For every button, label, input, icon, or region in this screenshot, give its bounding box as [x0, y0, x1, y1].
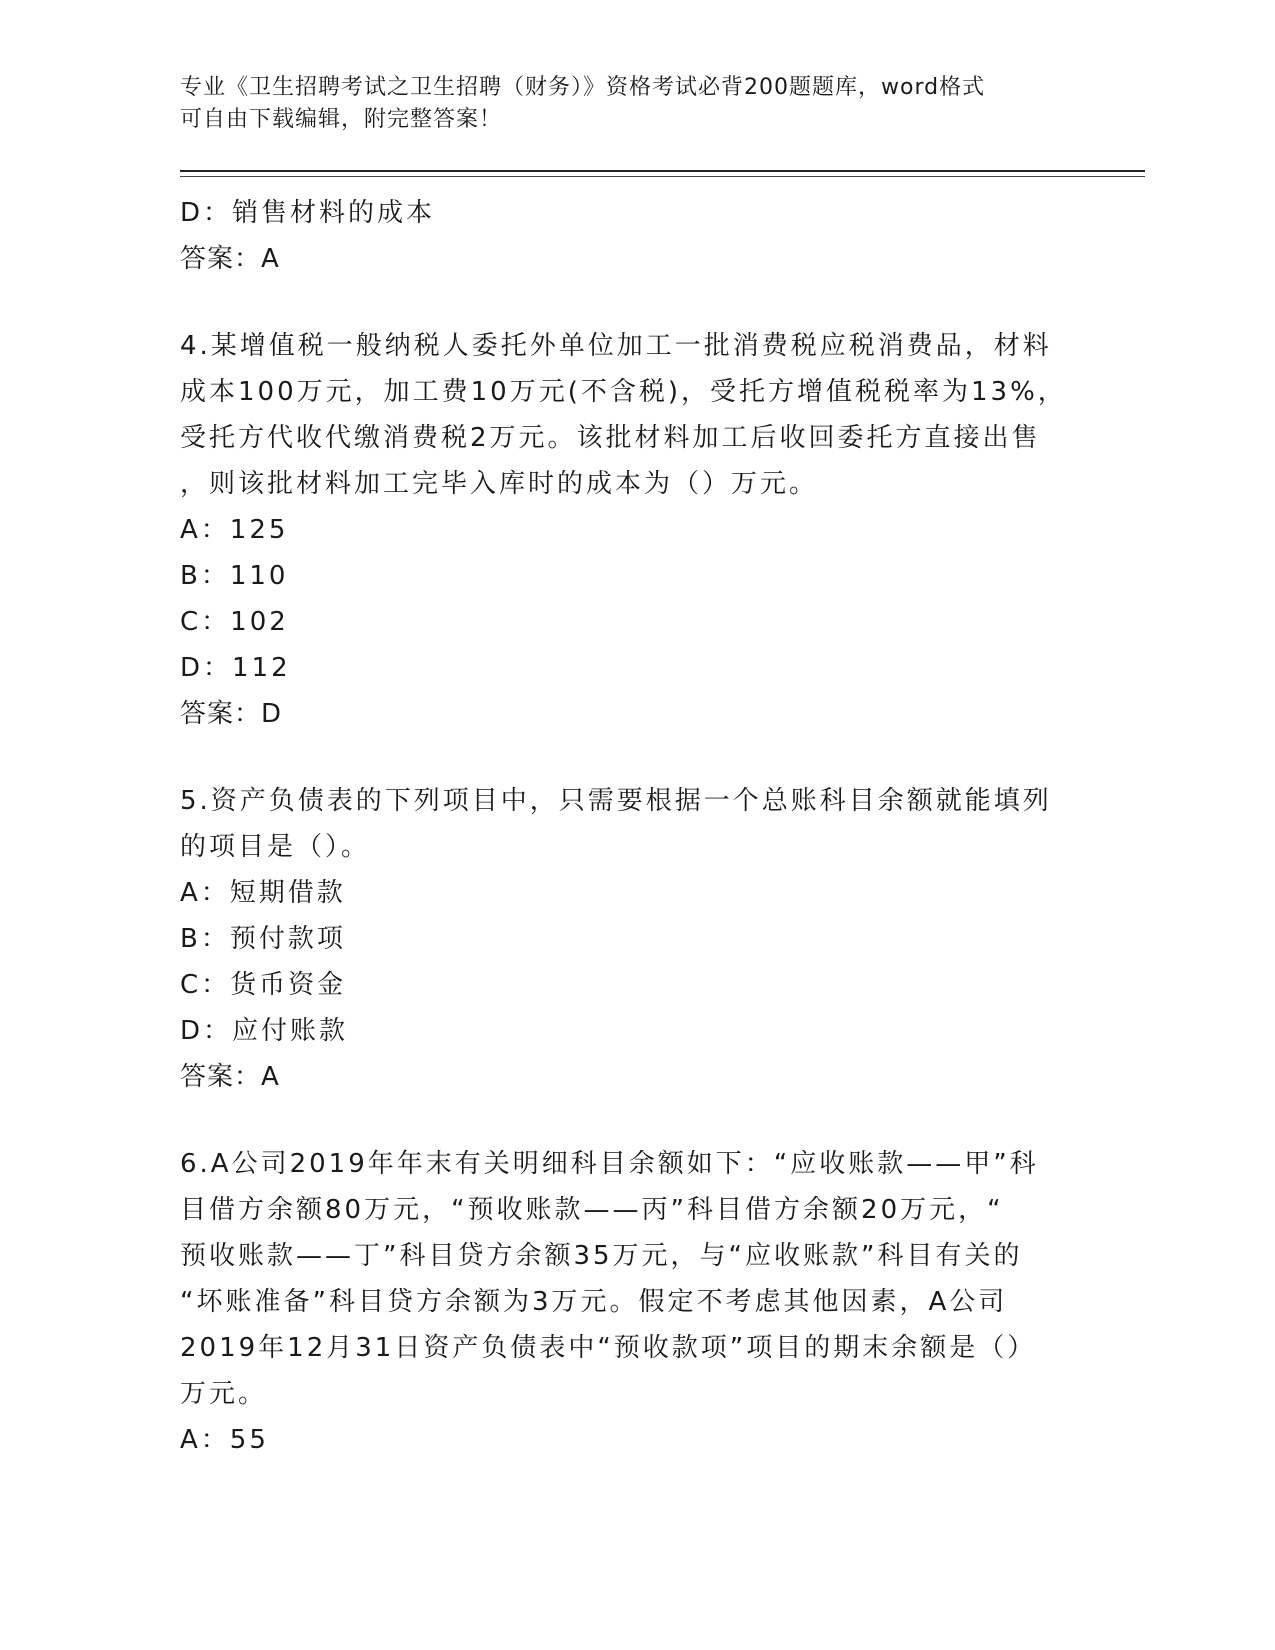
option-d: D：销售材料的成本: [180, 198, 436, 228]
option-d: D：112: [180, 653, 291, 683]
option-b: B：预付款项: [180, 924, 346, 954]
spacer: [180, 737, 1050, 778]
answer-line: 答案：A: [180, 244, 280, 274]
spacer: [180, 1100, 1050, 1141]
question-5: [180, 778, 1050, 1100]
header-title-line-2: 可自由下载编辑，附完整答案！: [180, 107, 503, 132]
document-header: [180, 72, 1060, 136]
question-text-line: 2019年12月31日资产负债表中“预收款项”项目的期末余额是（）: [180, 1333, 1037, 1363]
question-text-line: “坏账准备”科目贷方余额为3万元。假定不考虑其他因素，A公司: [180, 1287, 1008, 1317]
option-c: C：102: [180, 607, 289, 637]
header-title-line-1: 专业《卫生招聘考试之卫生招聘（财务）》资格考试必背200题题库，word格式: [180, 75, 986, 100]
option-a: A：短期借款: [180, 878, 346, 908]
question-text-line: 4.某增值税一般纳税人委托外单位加工一批消费税应税消费品，材料: [180, 331, 1052, 361]
question-text-line: 受托方代收代缴消费税2万元。该批材料加工后收回委托方直接出售: [180, 423, 1041, 453]
option-a: A：55: [180, 1425, 269, 1455]
option-b: B：110: [180, 561, 289, 591]
question-4: [180, 323, 1067, 737]
option-c: C：货币资金: [180, 970, 347, 1000]
header-divider-thick: [180, 170, 1145, 172]
question-text-line: 成本100万元，加工费10万元(不含税)，受托方增值税税率为13%，: [180, 377, 1067, 407]
question-text-line: 的项目是（）。: [180, 832, 371, 862]
question-3-tail: [180, 190, 1050, 282]
option-a: A：125: [180, 515, 289, 545]
question-6: [180, 1141, 1050, 1463]
question-content: [180, 190, 1067, 1463]
answer-line: 答案：A: [180, 1062, 280, 1092]
spacer: [180, 282, 1050, 323]
header-divider-thin: [180, 176, 1145, 177]
question-text-line: 万元。: [180, 1379, 268, 1409]
question-text-line: ，则该批材料加工完毕入库时的成本为（）万元。: [180, 469, 819, 499]
option-d: D：应付账款: [180, 1016, 349, 1046]
question-text-line: 5.资产负债表的下列项目中，只需要根据一个总账科目余额就能填列: [180, 786, 1052, 816]
question-text-line: 6.A公司2019年年末有关明细科目余额如下：“应收账款——甲”科: [180, 1149, 1039, 1179]
answer-line: 答案：D: [180, 699, 283, 729]
question-text-line: 预收账款——丁”科目贷方余额35万元，与“应收账款”科目有关的: [180, 1241, 1023, 1271]
question-text-line: 目借方余额80万元，“预收账款——丙”科目借方余额20万元，“: [180, 1195, 1004, 1225]
